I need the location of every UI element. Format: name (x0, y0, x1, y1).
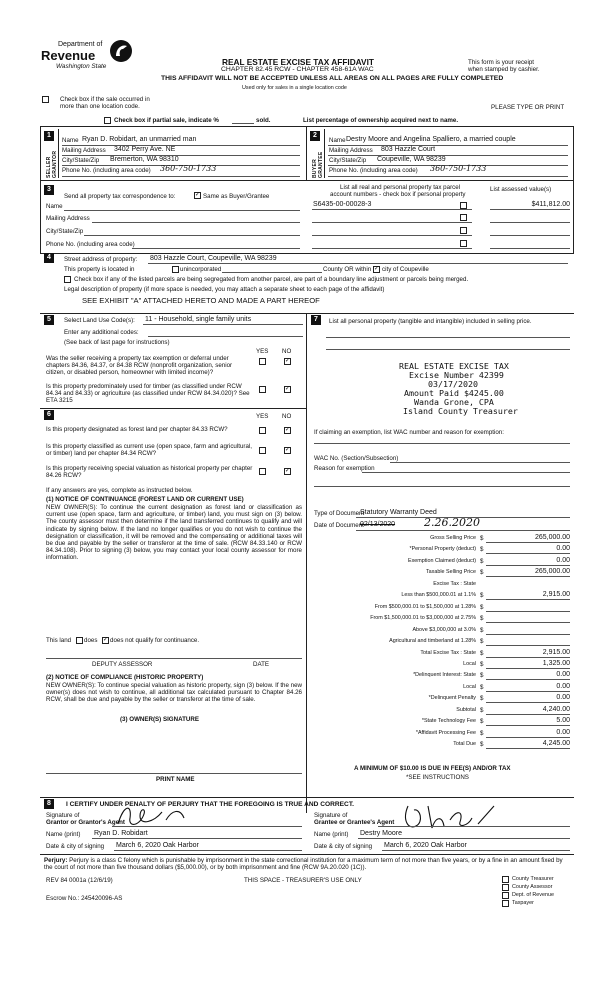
if-any-yes-label: If any answers are yes, complete as instructed below. (46, 487, 193, 494)
section3-mailing-label: Mailing Address (46, 215, 90, 222)
dollar-sign: $ (480, 695, 484, 703)
county-or-within-label: County OR within (323, 266, 372, 273)
calc-row-label: Agricultural and timberland at 1.28% (389, 638, 476, 645)
assessed-value[interactable]: $411,812.00 (531, 201, 570, 208)
dollar-sign: $ (480, 592, 484, 600)
wac-label: WAC No. (Section/Subsection) (314, 455, 399, 462)
grantor-signature[interactable] (110, 800, 230, 834)
form-chapter: CHAPTER 82.45 RCW - CHAPTER 458-61A WAC (221, 66, 374, 73)
grantor-sig-label: Signature of (46, 812, 80, 819)
within-city-checkbox[interactable]: ✓ (374, 266, 380, 272)
calc-row-value[interactable]: 265,000.00 (534, 534, 570, 541)
calc-row-line (486, 634, 570, 635)
minimum-due-note: A MINIMUM OF $10.00 IS DUE IN FEE(S) AND/OR TAX (354, 765, 511, 772)
land-use-label: Select Land Use Code(s): (64, 317, 135, 324)
dollar-sign: $ (480, 706, 484, 714)
dollar-sign: $ (480, 535, 484, 542)
stamp-line-2: Excise Number 42399 (409, 370, 504, 380)
s6-q2-yes[interactable] (259, 447, 266, 454)
calc-row-label: Total Due (453, 741, 476, 748)
parcel-number[interactable]: S6435-00-00028-3 (313, 201, 372, 208)
doc-type-label: Type of Document (314, 510, 365, 517)
land-use-code[interactable]: 11 - Household, single family units (145, 316, 252, 323)
dist-checkbox-3[interactable] (502, 892, 509, 899)
dor-logo-mark-icon (108, 38, 134, 64)
unincorporated-checkbox[interactable] (172, 266, 179, 273)
calc-row-label: *Personal Property (deduct) (409, 546, 476, 553)
section-6-badge: 6 (44, 410, 54, 420)
reason-label: Reason for exemption (314, 465, 375, 472)
dist-checkbox-1[interactable] (502, 876, 509, 883)
personal-property-label: List all personal property (tangible and intangible) included in selling price. (329, 318, 532, 325)
land-does-not-checkbox[interactable]: ✓ (103, 637, 109, 643)
grantee-date-city[interactable]: March 6, 2020 Oak Harbor (384, 842, 467, 849)
calc-row-line (486, 553, 570, 554)
s5-yes-header: YES (256, 348, 269, 355)
section-8-badge: 8 (44, 799, 54, 809)
dist-county-treasurer: County Treasurer (512, 876, 554, 882)
calc-row-line (486, 657, 570, 658)
parcel-personal-checkbox-1[interactable] (460, 202, 467, 209)
seller-city-label: City/State/Zip (62, 157, 100, 164)
calc-row-label: *Affidavit Processing Fee (415, 729, 476, 736)
ownership-label: List percentage of ownership acquired next to name. (303, 117, 459, 124)
dollar-sign: $ (480, 718, 484, 726)
dept-line3: Washington State (56, 63, 107, 70)
calc-row-label: Excise Tax : State (433, 580, 476, 587)
s5-q1-no[interactable]: ✓ (285, 358, 291, 364)
parcel-personal-checkbox-2[interactable] (460, 214, 467, 221)
dist-checkbox-2[interactable] (502, 884, 509, 891)
s5-q2-yes[interactable] (259, 386, 266, 393)
grantee-name[interactable]: Destry Moore (360, 830, 403, 837)
calc-row-label: *Delinquent Penalty (428, 695, 476, 702)
seller-side-label: SELLER GRANTOR (46, 150, 58, 178)
s6-q3-no[interactable]: ✓ (285, 468, 291, 474)
notice-compliance-text: NEW OWNER(S): To continue special valuation as historic property, sign (3) below. If the new owner(s) does not wish to continue, all additional tax calculated pursuant to Chapter 84.26 RCW, shall be due and payable by the seller or transferor at the time of sale. (46, 682, 302, 704)
exemption-label: If claiming an exemption, list WAC number and reason for exemption: (314, 429, 504, 436)
parcel-personal-checkbox-4[interactable] (460, 240, 467, 247)
calc-row-label: From $500,000.01 to $1,500,000 at 1.28% (374, 603, 476, 610)
dist-dept-revenue: Dept. of Revenue (512, 892, 554, 898)
form-subtitle: Used only for sales in a single location code (242, 85, 347, 91)
notice-compliance-title: (2) NOTICE OF COMPLIANCE (HISTORIC PROPERTY) (46, 674, 204, 681)
seller-phone[interactable]: 360-750-1733 (160, 164, 217, 173)
same-as-buyer-checkbox[interactable]: ✓ (195, 192, 201, 198)
calc-row-value[interactable]: 0.00 (556, 682, 570, 690)
treasurer-space: THIS SPACE - TREASURER'S USE ONLY (244, 877, 362, 884)
calc-row-value[interactable]: 0.00 (556, 694, 570, 702)
segregated-label: Check box if any of the listed parcels are being segregated from another parcel, are part of a boundary line adjustment or parcels being merged. (74, 276, 469, 283)
calc-row-line (486, 737, 570, 738)
calc-row-line (486, 645, 570, 646)
stamp-line-1: REAL ESTATE EXCISE TAX (399, 361, 509, 371)
same-as-buyer-label: Same as Buyer/Grantee (203, 193, 270, 200)
multi-location-checkbox[interactable] (42, 96, 49, 103)
grantor-name-label: Name (print) (46, 831, 81, 838)
calc-row-line (486, 714, 570, 715)
see-instructions-note: *SEE INSTRUCTIONS (406, 774, 469, 781)
calc-row-line (486, 542, 570, 543)
legal-description-exhibit[interactable]: SEE EXHIBIT "A" ATTACHED HERETO AND MADE A PART HEREOF (82, 296, 320, 305)
calc-row-label: Local (463, 660, 476, 667)
dollar-sign: $ (480, 741, 484, 749)
section3-name-label: Name (46, 203, 63, 210)
dollar-sign: $ (480, 660, 484, 668)
owner-signature-label: (3) OWNER(S) SIGNATURE (120, 716, 199, 723)
calc-row-value[interactable]: 1,325.00 (542, 659, 570, 667)
calc-row-label: Gross Selling Price (430, 535, 476, 541)
land-qualify-text-c: does not qualify for continuance. (110, 637, 200, 644)
calc-row-value[interactable]: 265,000.00 (534, 568, 570, 576)
calc-row-value[interactable]: 0.00 (556, 671, 570, 679)
perjury-note (44, 857, 572, 871)
buyer-city[interactable]: Coupeville, WA 98239 (377, 156, 446, 163)
multi-location-label-2: more than one location code. (60, 103, 140, 110)
dollar-sign: $ (480, 615, 484, 623)
calc-row-line (486, 748, 570, 749)
form-id: REV 84 0001a (12/6/19) (46, 877, 113, 884)
calc-row-label: Exemption Claimed (deduct) (407, 557, 476, 564)
notice-continuance-text: NEW OWNER(S): To continue the current designation as forest land or classification as current use (open space, farm and agriculture, or timber) land, you must sign on (3) below. The county assessor must then determine if the land transferred continues to qualify and will indicate by signing below. If the land no longer qualifies or you do not wish to continue the designation or classification, it will be removed and the compensating or additional taxes will be due and payable by the seller or transferor at the time of sale. (RCW 84.33.140 or RCW 84.34.108). Prior to signing (3) below, you may contact your local county assessor for more information. (46, 504, 302, 562)
section-7-badge: 7 (311, 315, 321, 325)
dollar-sign: $ (480, 626, 484, 634)
land-qualify-text-b: does (84, 637, 98, 644)
dollar-sign: $ (480, 672, 484, 680)
dept-line1: Department of (58, 41, 103, 48)
grantor-date-city[interactable]: March 6, 2020 Oak Harbor (116, 842, 199, 849)
stamp-line-4: Amount Paid $4245.00 (404, 388, 504, 398)
buyer-name-label: Name (329, 137, 346, 144)
s6-q1-yes[interactable] (259, 427, 266, 434)
calc-row-value[interactable]: 2,915.00 (542, 648, 570, 656)
legal-description-label: Legal description of property (if more space is needed, you may attach a separate sheet to each page of the affidavit) (64, 286, 385, 293)
dist-checkbox-4[interactable] (502, 900, 509, 907)
partial-sale-label: Check box if partial sale, indicate % (114, 117, 219, 124)
dollar-sign: $ (480, 569, 484, 577)
dollar-sign: $ (480, 603, 484, 611)
stamp-line-3: 03/17/2020 (428, 379, 478, 389)
form-title: REAL ESTATE EXCISE TAX AFFIDAVIT (222, 57, 374, 67)
calc-row-value[interactable]: 4,240.00 (542, 705, 570, 713)
buyer-name[interactable]: Destry Moore and Angelina Spalliero, a married couple (346, 136, 516, 143)
grantee-sig-label: Signature of (314, 812, 348, 819)
section3-city-label: City/State/Zip (46, 228, 84, 235)
calc-row-label: *State Technology Fee (421, 718, 476, 725)
calc-row-value[interactable]: 4,245.00 (542, 740, 570, 748)
buyer-phone[interactable]: 360-750-1733 (430, 164, 487, 173)
grantee-agent-label: Grantee or Grantee's Agent (314, 819, 395, 826)
print-note: PLEASE TYPE OR PRINT (491, 104, 565, 111)
buyer-city-label: City/State/Zip (329, 157, 367, 164)
assessed-header: List assessed value(s) (490, 186, 552, 193)
seller-phone-label: Phone No. (including area code) (62, 167, 151, 174)
section-5-badge: 5 (44, 315, 54, 325)
partial-sale-percent-field[interactable] (232, 123, 254, 124)
calc-row-line (486, 702, 570, 703)
seller-name[interactable]: Ryan D. Robidart, an unmarried man (82, 136, 197, 143)
calc-row-value[interactable]: 2,915.00 (542, 591, 570, 599)
dollar-sign: $ (480, 729, 484, 737)
deputy-assessor-label: DEPUTY ASSESSOR (92, 661, 153, 668)
s6-q3-yes[interactable] (259, 468, 266, 475)
s6-yes-header: YES (256, 413, 269, 420)
doc-date-label: Date of Document (314, 522, 364, 529)
calc-row-line (486, 599, 570, 600)
multi-location-label-1: Check box if the sale occurred in (60, 96, 150, 103)
calc-row-line (486, 565, 570, 566)
land-does-checkbox[interactable] (76, 637, 83, 644)
street-address[interactable]: 803 Hazzle Court, Coupeville, WA 98239 (150, 255, 277, 262)
doc-date[interactable]: 2.26.2020 (424, 516, 480, 529)
calc-row-line (486, 679, 570, 680)
dist-taxpayer: Taxpayer (512, 900, 534, 906)
s5-question-2: Is this property predominately used for timber (as classified under RCW 84.34 and 84.33) or agriculture (as classified under RCW 84.34.020)? See ETA 3215 (46, 383, 250, 405)
additional-codes-label: Enter any additional codes: (64, 329, 139, 336)
seller-mailing-label: Mailing Address (62, 147, 106, 154)
s6-question-3: Is this property receiving special valuation as historical property per chapter 84.26 RCW? (46, 465, 253, 480)
s5-question-1: Was the seller receiving a property tax exemption or deferral under chapters 84.36, 84.37, or 84.38 RCW (nonprofit organization, senior citizen, or disabled person, homeowner with limited income)? (46, 355, 233, 377)
doc-date-struck: 02/13/2020 (360, 521, 396, 528)
calc-row-line (486, 576, 570, 577)
send-correspondence-label: Send all property tax correspondence to: (64, 193, 176, 200)
parcel-personal-checkbox-3[interactable] (460, 227, 467, 234)
s6-question-2: Is this property classified as current use (open space, farm and agricultural, or timber) land per chapter 84.34 RCW? (46, 443, 253, 458)
dept-line2: Revenue (41, 48, 96, 63)
dollar-sign: $ (480, 649, 484, 657)
calc-row-label: Above $3,000,000 at 3.0% (412, 626, 476, 633)
section3-phone-label: Phone No. (including area code) (46, 241, 135, 248)
seller-mailing[interactable]: 3402 Perry Ave. NE (114, 146, 176, 153)
calc-row-line (486, 668, 570, 669)
section-2-badge: 2 (310, 131, 320, 141)
dollar-sign: $ (480, 557, 484, 565)
deputy-date-label: DATE (253, 661, 270, 668)
calc-row-value[interactable]: 0.00 (556, 728, 570, 736)
section-4-badge: 4 (44, 253, 54, 263)
partial-sale-sold: sold. (256, 117, 271, 124)
s5-no-header: NO (282, 348, 292, 355)
section-1-badge: 1 (44, 131, 54, 141)
stamp-line-5: Wanda Grone, CPA (414, 397, 494, 407)
grantor-name[interactable]: Ryan D. Robidart (94, 830, 148, 837)
s6-q1-no[interactable]: ✓ (285, 427, 291, 433)
calc-row-label: Less than $500,000.01 at 1.1% (401, 592, 476, 599)
calc-row-label: Total Excise Tax : State (420, 649, 476, 656)
perjury-label: Perjury: (44, 857, 68, 864)
section-3-badge: 3 (44, 185, 54, 195)
calc-row-label: Subtotal (456, 706, 476, 713)
parcel-header-1: List all real and personal property tax parcel (340, 184, 461, 191)
calc-row-line (486, 691, 570, 692)
receipt-note-2: when stamped by cashier. (468, 66, 540, 73)
dor-logo (30, 38, 130, 78)
buyer-phone-label: Phone No. (including area code) (329, 167, 418, 174)
dollar-sign: $ (480, 546, 484, 554)
calc-row-line (486, 725, 570, 726)
seller-name-label: Name (62, 137, 79, 144)
see-back-label: (See back of last page for instructions) (64, 339, 170, 346)
doc-type[interactable]: Statutory Warranty Deed (360, 509, 437, 516)
s5-q1-yes[interactable] (259, 358, 266, 365)
segregated-checkbox[interactable] (64, 276, 71, 283)
seller-city[interactable]: Bremerton, WA 98310 (110, 156, 179, 163)
calc-row-label: *Delinquent Interest: State (413, 672, 476, 679)
certify-statement: I CERTIFY UNDER PENALTY OF PERJURY THAT THE FOREGOING IS TRUE AND CORRECT. (66, 801, 354, 808)
s6-q2-no[interactable]: ✓ (285, 447, 291, 453)
s6-no-header: NO (282, 413, 292, 420)
perjury-text: Perjury is a class C felony which is punishable by imprisonment in the state correctional institution for a maximum term of not more than five years, or by a fine in an amount fixed by the court of not more than five thousand dollars ($5,000.00), or by both imprisonment and fine (RCW 9A.20.020 (1C)). (44, 857, 563, 872)
dollar-sign: $ (480, 683, 484, 691)
escrow-number: Escrow No.: 245420096-AS (46, 895, 123, 902)
grantor-agent-label: Grantor or Grantor's Agent (46, 819, 125, 826)
s5-q2-no[interactable]: ✓ (285, 386, 291, 392)
grantee-signature[interactable] (398, 800, 508, 834)
grantee-date-city-label: Date & city of signing (314, 843, 373, 850)
parcel-header-2: account numbers - check box if personal property (330, 191, 466, 198)
buyer-mailing[interactable]: 803 Hazzle Court (381, 146, 436, 153)
receipt-note-1: This form is your receipt (468, 59, 535, 66)
dist-county-assessor: County Assessor (512, 884, 553, 890)
stamp-line-6: Island County Treasurer (403, 406, 518, 416)
calc-row-label: From $1,500,000.01 to $3,000,000 at 2.75% (370, 615, 476, 622)
print-name-label: PRINT NAME (156, 776, 195, 783)
calc-row-label: Taxable Selling Price (425, 569, 476, 576)
calc-row-value[interactable]: 0.00 (556, 545, 570, 553)
form-warning: THIS AFFIDAVIT WILL NOT BE ACCEPTED UNLESS ALL AREAS ON ALL PAGES ARE FULLY COMPLETED (161, 75, 504, 82)
dollar-sign: $ (480, 638, 484, 646)
grantor-date-city-label: Date & city of signing (46, 843, 105, 850)
calc-row-value[interactable]: 5.00 (556, 717, 570, 725)
street-label: Street address of property: (64, 256, 138, 263)
located-text: This property is located in (64, 266, 135, 273)
grantee-name-label: Name (print) (314, 831, 349, 838)
partial-sale-checkbox[interactable] (104, 117, 111, 124)
calc-row-label: Local (463, 683, 476, 690)
calc-row-line (486, 611, 570, 612)
buyer-side-label: BUYER GRANTEE (312, 151, 324, 178)
land-qualify-text-a: This land (46, 637, 72, 644)
notice-continuance-title: (1) NOTICE OF CONTINUANCE (FOREST LAND OR CURRENT USE) (46, 496, 244, 503)
calc-row-value[interactable]: 0.00 (556, 556, 570, 564)
s6-question-1: Is this property designated as forest land per chapter 84.33 RCW? (46, 426, 228, 433)
calc-row-line (486, 622, 570, 623)
unincorporated-label: unincorporated (180, 266, 222, 273)
city-of-label: city of Coupeville (382, 266, 429, 273)
buyer-mailing-label: Mailing Address (329, 147, 373, 154)
